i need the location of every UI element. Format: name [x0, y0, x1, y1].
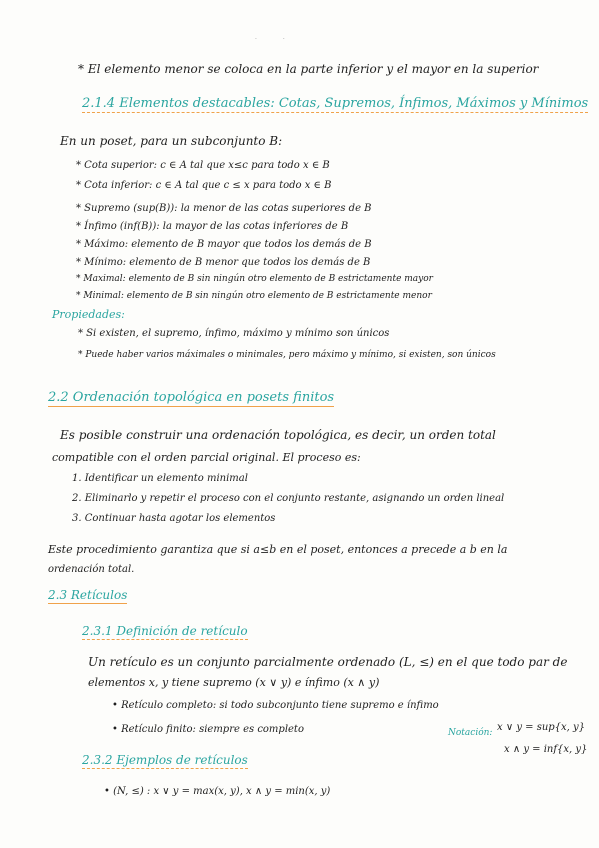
lattice-def-line-1: Un retículo es un conjunto parcialmente ordenado (L, ≤) en el que todo par de	[88, 655, 568, 669]
heading-2-1-4: 2.1.4 Elementos destacables: Cotas, Supremos, Ínfimos, Máximos y Mínimos	[82, 96, 589, 111]
heading-2-3-1: 2.3.1 Definición de retículo	[82, 624, 248, 638]
item-supremum: * Supremo (sup(B)): la menor de las cotas superiores de B	[76, 203, 372, 214]
item-maximum: * Máximo: elemento de B mayor que todos los demás de B	[76, 239, 372, 250]
step-2: 2. Eliminarlo y repetir el proceso con el conjunto restante, asignando un orden lineal	[72, 493, 505, 504]
bullet-finite-lattice: • Retículo finito: siempre es completo	[112, 724, 304, 735]
notation-meet: x ∧ y = inf{x, y}	[504, 744, 588, 755]
item-minimum: * Mínimo: elemento de B menor que todos los demás de B	[76, 257, 371, 268]
properties-label: Propiedades:	[52, 308, 125, 321]
heading-2-3-2: 2.3.2 Ejemplos de retículos	[82, 753, 248, 767]
notation-label: Notación:	[448, 728, 493, 738]
intro-subset: En un poset, para un subconjunto B:	[60, 134, 283, 148]
item-minimal: * Minimal: elemento de B sin ningún otro elemento de B estrictamente menor	[76, 291, 432, 301]
procedure-para-line-2: ordenación total.	[48, 564, 135, 575]
scan-marks: · ·	[255, 36, 297, 43]
top-note: * El elemento menor se coloca en la parte inferior y el mayor en la superior	[78, 62, 539, 76]
item-maximal: * Maximal: elemento de B sin ningún otro elemento de B estrictamente mayor	[76, 274, 433, 284]
step-1: 1. Identificar un elemento minimal	[72, 473, 248, 484]
example-naturals: • (N, ≤) : x ∨ y = max(x, y), x ∧ y = min(x, y)	[104, 786, 331, 797]
topological-para-line-1: Es posible construir una ordenación topológica, es decir, un orden total	[60, 428, 496, 442]
heading-2-2: 2.2 Ordenación topológica en posets finitos	[48, 390, 335, 405]
lattice-def-line-2: elementos x, y tiene supremo (x ∨ y) e ínfimo (x ∧ y)	[88, 676, 380, 689]
property-unique: * Si existen, el supremo, ínfimo, máximo y mínimo son únicos	[78, 328, 390, 339]
item-upper-bound: * Cota superior: c ∈ A tal que x≤c para todo x ∈ B	[76, 160, 330, 171]
procedure-para-line-1: Este procedimiento garantiza que si a≤b en el poset, entonces a precede a b en la	[48, 543, 508, 556]
bullet-complete-lattice: • Retículo completo: si todo subconjunto tiene supremo e ínfimo	[112, 700, 439, 711]
step-3: 3. Continuar hasta agotar los elementos	[72, 513, 276, 524]
heading-2-3: 2.3 Retículos	[48, 588, 128, 602]
notation-join: x ∨ y = sup{x, y}	[497, 722, 586, 733]
item-infimum: * Ínfimo (inf(B)): la mayor de las cotas inferiores de B	[76, 221, 349, 232]
topological-para-line-2: compatible con el orden parcial original. El proceso es:	[52, 451, 361, 464]
property-maximals: * Puede haber varios máximales o minimales, pero máximo y mínimo, si existen, son únicos	[78, 350, 496, 360]
item-lower-bound: * Cota inferior: c ∈ A tal que c ≤ x para todo x ∈ B	[76, 180, 332, 191]
